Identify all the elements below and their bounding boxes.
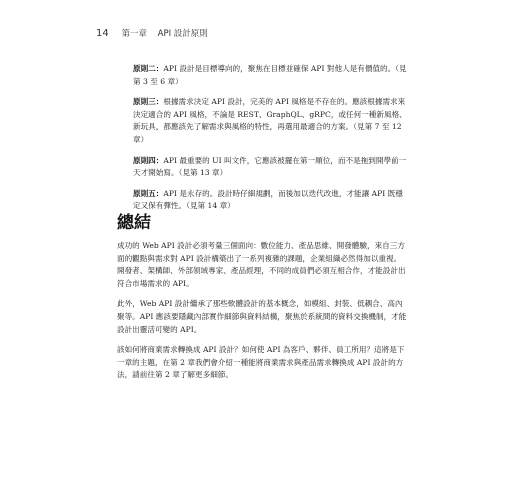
principle-item: [133, 96, 407, 146]
principle-label: 原則五：: [133, 188, 164, 198]
page-number: 14: [96, 28, 109, 39]
chapter-title: API 設計原則: [157, 29, 208, 39]
chapter-number: 第一章: [121, 29, 147, 39]
principle-label: 原則四：: [133, 155, 164, 165]
running-header: [96, 27, 208, 39]
principle-label: 原則二：: [133, 64, 164, 73]
principles-list: [133, 63, 407, 221]
principle-text: API 最重要的 UI 叫文件，它應該被擺在第一順位，而不是拖到開學前一天才開始寫。（見第 13 章）: [133, 155, 407, 178]
principle-item: [133, 155, 407, 180]
principle-item: [133, 188, 407, 213]
principle-text: API 設計是目標導向的，聚焦在目標並確保 API 對他人是有價值的。（見第 3 至 6 章）: [133, 64, 407, 86]
body-paragraph: 成功的 Web API 設計必須考量三個面向：數位能力、產品思維、開發體驗，來自三方面的觀點與需求對 API 設計構築出了一系列複雜的課題，企業組織必然得加以重視。開發者、架構師、外部領域專家、產品經理，不同的成員們必須互相合作，才能設計出符合市場需求的 API。: [117, 241, 406, 288]
body-paragraph: 該如何將商業需求轉換成 API 設計？如何使 API 為客戶、夥伴、員工所用？這將是下一章的主題，在第 2 章我們會介紹一種能將商業需求與產品需求轉換成 API 設計的方法，請前往第 2 章了解更多細節。: [117, 345, 405, 380]
principle-item: [133, 63, 407, 88]
summary-body: [117, 240, 408, 390]
body-paragraph: 此外，Web API 設計繼承了那些軟體設計的基本概念，如模組、封裝、低耦合、高內聚等。API 應該要隱藏內部實作細節與資料結構，聚焦於系統間的資料交換機制，才能設計出靈活可變的 API。: [117, 299, 407, 334]
principle-text: API 是永存的。設計時仔細規劃，而後加以迭代改進，才能讓 API 既穩定又保有彈性。（見第 14 章）: [133, 188, 403, 211]
section-title: 總結: [117, 213, 151, 233]
principle-text: 根據需求決定 API 設計，完美的 API 風格是不存在的。應該根據需求來決定適合的 API 風格，不論是 REST、GraphQL、gRPC，或任何一種新風格、新玩具，都應該先了解需求與風格的特性，再選用最適合的方案。（見第 7 至 12 章）: [133, 97, 407, 144]
principle-label: 原則三：: [133, 97, 164, 107]
